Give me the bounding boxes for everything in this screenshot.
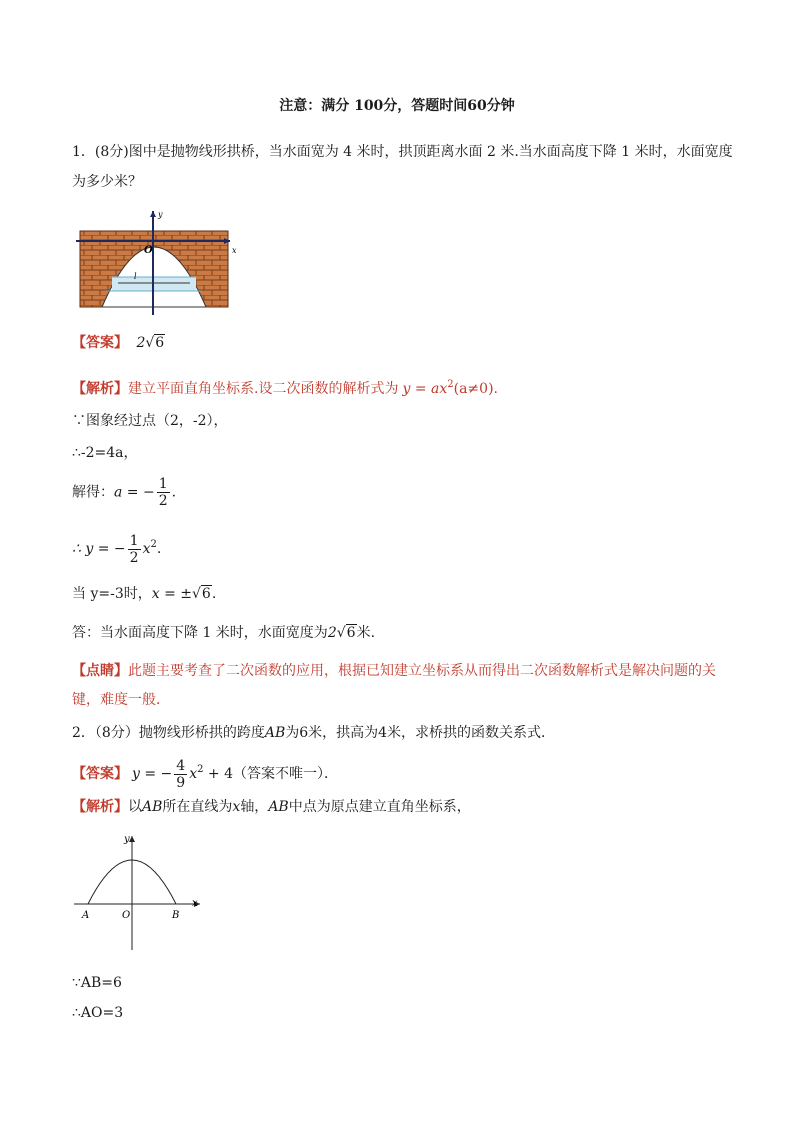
q2-analysis-tag: 【解析】 xyxy=(72,799,128,815)
q1-analysis xyxy=(72,375,498,399)
q1-comment-tag: 【点睛】 xyxy=(72,663,128,679)
q2-step2: ∴AO=3 xyxy=(72,1005,124,1021)
q1-analysis-tag: 【解析】 xyxy=(72,381,128,397)
q2-parabola-figure xyxy=(70,830,210,956)
q1-text-line1: 1．(8分)图中是抛物线形拱桥，当水面宽为 4 米时，拱顶距离水面 2 米.当水面高度下降 1 米时，水面宽度 xyxy=(72,144,733,160)
q2-answer-tag: 【答案】 xyxy=(72,766,128,782)
q2-answer: 【答案】 y = − $\frac{4}{9}$ $x^2 + 4$（答案不唯一）． xyxy=(72,757,339,791)
q1-analysis-text: 建立平面直角坐标系.设二次函数的解析式为 xyxy=(128,381,399,397)
q1-analysis-formula: $y = ax^2$ xyxy=(402,379,454,397)
q1-step2: ∴-2=4a， xyxy=(72,445,138,461)
q1-answer-tag: 【答案】 xyxy=(72,335,128,351)
q2-analysis: 【解析】以AB所在直线为x轴，AB中点为原点建立直角坐标系， xyxy=(72,799,471,815)
q1-bridge-figure xyxy=(72,205,238,317)
q1-figure-y-label: y xyxy=(158,210,163,219)
q1-step4-fraction: $\frac{1}{2}$ xyxy=(129,532,139,566)
q2-figure-o-label: O xyxy=(122,910,131,921)
exam-notice: 注意：满分 100分，答题时间60分钟 xyxy=(279,98,515,114)
q1-answer xyxy=(72,333,165,353)
q1-comment-line2: 键，难度一般． xyxy=(72,692,170,708)
q1-analysis-condition: (a≠0). xyxy=(453,381,498,397)
q1-comment-line1: 【点睛】此题主要考查了二次函数的应用，根据已知建立坐标系从而得出二次函数解析式是解决问题的关 xyxy=(72,663,716,679)
q1-text-line2: 为多少米？ xyxy=(72,174,142,190)
q1-step5: 当 y=-3时，x = ±√6. xyxy=(72,586,217,602)
q1-step3: 解得：a = − $\frac{1}{2}$ . xyxy=(72,476,177,509)
q1-step3-fraction: $\frac{1}{2}$ xyxy=(158,476,168,509)
q1-step4: ∴ y = − $\frac{1}{2}$ $x^2$. xyxy=(72,532,162,566)
q1-figure-x-label: x xyxy=(232,246,237,255)
q2-figure-b-label: B xyxy=(172,910,180,921)
q2-figure-y-label: y xyxy=(124,834,130,845)
q1-step1: ∵图象经过点（2，-2）， xyxy=(72,413,228,429)
q2-step1: ∵AB=6 xyxy=(72,975,122,991)
q2-text: 2．（8分）抛物线形桥拱的跨度AB为6米，拱高为4米，求桥拱的函数关系式． xyxy=(72,725,556,741)
q2-figure-a-label: A xyxy=(82,910,90,921)
q2-answer-fraction: $\frac{4}{9}$ xyxy=(176,757,186,791)
q1-figure-o-label: O xyxy=(144,245,153,256)
q1-figure-l-label: l xyxy=(134,272,137,281)
q1-step6: 答：当水面高度下降 1 米时，水面宽度为2√6米. xyxy=(72,625,376,641)
q2-figure-x-label: x xyxy=(192,898,198,909)
q1-answer-value: 2√6 xyxy=(136,335,165,351)
